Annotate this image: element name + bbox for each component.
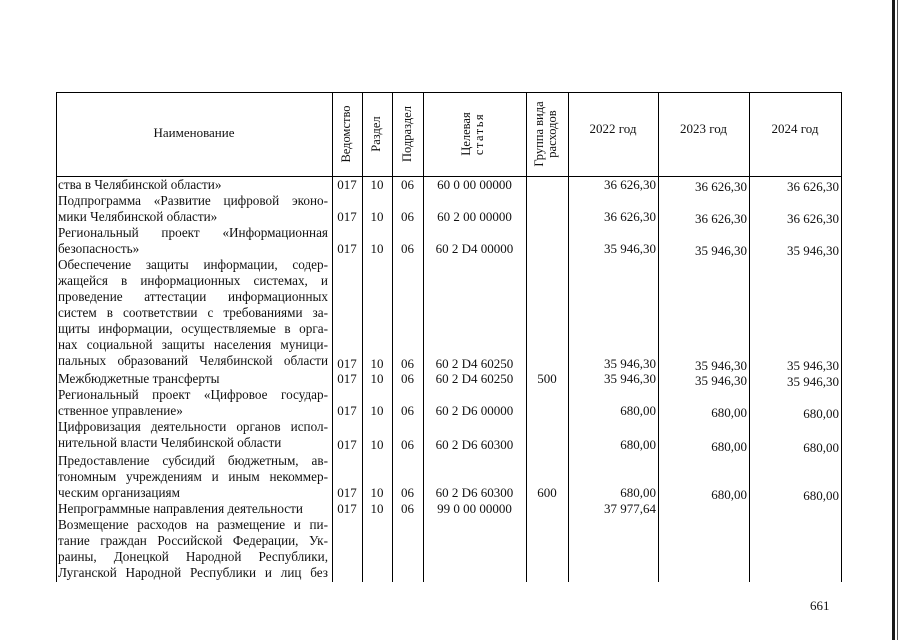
row-celevaya: 60 2 00 00000 [437,209,512,224]
table-row-name-line: тание граждан Российской Федерации, Ук- [58,533,328,548]
table-top-border [56,92,842,93]
row-ved: 017 [337,371,357,386]
row-celevaya: 60 2 D6 60300 [435,437,514,452]
table-row-name-line: Предоставление субсидий бюджетным, ав- [58,453,328,468]
col-border-5 [526,92,527,582]
header-2022: 2022 год [589,121,637,136]
row-2024: 35 946,30 [787,374,839,389]
row-ved: 017 [337,177,357,192]
row-celevaya: 60 2 D4 60250 [435,371,514,386]
row-2022: 35 946,30 [604,371,656,386]
row-podrazdel: 06 [401,241,414,256]
header-celevaya-line1: Целевая [459,112,473,156]
row-2022: 36 626,30 [604,177,656,192]
header-vedomstvo: Ведомство [339,105,353,163]
table-row-name-line: Межбюджетные трансферты [58,371,220,386]
row-2023: 680,00 [711,439,747,454]
row-celevaya: 60 2 D6 00000 [435,403,514,418]
table-row-name-line: Луганской Народной Республики и лиц без [58,565,328,580]
row-razdel: 10 [370,501,384,516]
row-ved: 017 [337,485,357,500]
scan-edge-shadow [897,0,898,640]
row-ved: 017 [337,437,357,452]
page-number: 661 [810,598,830,613]
header-2023: 2023 год [680,121,727,136]
header-gruppa [533,94,561,174]
table-row-name-line: проведение аттестации информационных [58,289,328,304]
header-gruppa-line2: расходов [545,110,559,158]
row-razdel: 10 [370,209,384,224]
row-celevaya: 60 0 00 00000 [437,177,512,192]
row-ved: 017 [337,356,357,371]
row-2023: 35 946,30 [695,373,747,388]
table-row-name-line: жащейся в информационных системах, и [58,273,328,288]
row-2024: 35 946,30 [787,358,839,373]
table-row-name-line: ства в Челябинской области» [58,177,222,192]
row-razdel: 10 [370,356,384,371]
row-celevaya: 60 2 D4 60250 [435,356,514,371]
table-row-name-line: раины, Донецкой Народной Республики, [58,549,328,564]
header-celevaya-line2: статья [472,112,486,156]
table-row-name-line: Непрограммные направления деятельности [58,501,303,516]
header-name: Наименование [153,125,235,140]
row-2024: 680,00 [803,440,839,455]
row-2022: 35 946,30 [604,241,656,256]
row-celevaya: 99 0 00 00000 [437,501,512,516]
table-row-name-line: систем в соответствии с требованиями за- [58,305,328,320]
row-2024: 36 626,30 [787,179,839,194]
row-podrazdel: 06 [401,177,414,192]
row-podrazdel: 06 [401,356,414,371]
row-podrazdel: 06 [401,501,414,516]
row-2022: 37 977,64 [604,501,656,516]
scan-edge [892,0,895,640]
row-ved: 017 [337,403,357,418]
header-2024: 2024 год [771,121,819,136]
row-ved: 017 [337,209,357,224]
table-row-name-line: Цифровизация деятельности органов испол- [58,419,328,434]
table-row-name-line: Возмещение расходов на размещение и пи- [58,517,328,532]
row-celevaya: 60 2 D4 00000 [435,241,514,256]
row-razdel: 10 [370,371,384,386]
row-ved: 017 [337,501,357,516]
table-row-name-line: Обеспечение защиты информации, содер- [58,257,328,272]
row-2022: 680,00 [620,485,656,500]
col-border-7 [658,92,659,582]
row-2022: 680,00 [620,437,656,452]
table-row-name-line: щиты информации, осуществляемые в орга- [58,321,328,336]
row-2023: 35 946,30 [695,358,747,373]
row-2023: 35 946,30 [695,243,747,258]
row-2023: 36 626,30 [695,211,747,226]
row-2024: 680,00 [803,488,839,503]
row-2022: 35 946,30 [604,356,656,371]
row-2024: 680,00 [803,406,839,421]
row-podrazdel: 06 [401,403,414,418]
table-row-name-line: мики Челябинской области» [58,209,218,224]
header-celevaya [460,94,488,174]
row-razdel: 10 [370,241,384,256]
row-podrazdel: 06 [401,437,414,452]
table-row-name-line: Подпрограмма «Развитие цифровой эконо- [58,193,328,208]
row-razdel: 10 [370,177,384,192]
row-razdel: 10 [370,403,384,418]
row-2023: 36 626,30 [695,179,747,194]
row-2022: 680,00 [620,403,656,418]
row-2024: 35 946,30 [787,243,839,258]
header-razdel: Раздел [369,116,383,152]
row-ved: 017 [337,241,357,256]
col-border-9 [841,92,842,582]
header-podrazdel: Подраздел [400,106,414,162]
row-gruppa: 500 [537,371,557,386]
header-gruppa-line1: Группа вида [532,101,546,167]
row-podrazdel: 06 [401,209,414,224]
table-row-name-line: нительной власти Челябинской области [58,435,282,450]
row-2022: 36 626,30 [604,209,656,224]
row-podrazdel: 06 [401,371,414,386]
col-border-8 [749,92,750,582]
table-row-name-line: Региональный проект «Информационная [58,225,328,240]
row-2024: 36 626,30 [787,211,839,226]
row-celevaya: 60 2 D6 60300 [435,485,514,500]
table-row-name-line: Региональный проект «Цифровое государ- [58,387,328,402]
col-border-0 [56,92,57,582]
table-row-name-line: ственное управление» [58,403,183,418]
row-podrazdel: 06 [401,485,414,500]
table-row-name-line: нах социальной защиты населения муници- [58,337,328,352]
row-razdel: 10 [370,485,384,500]
table-row-name-line: безопасность» [58,241,140,256]
row-2023: 680,00 [711,405,747,420]
row-razdel: 10 [370,437,384,452]
table-row-name-line: пальных образований Челябинской области [58,353,328,368]
row-2023: 680,00 [711,487,747,502]
table-row-name-line: тономным учреждениям и иным некоммер- [58,469,328,484]
table-row-name-line: ческим организациям [58,485,180,500]
row-gruppa: 600 [537,485,557,500]
